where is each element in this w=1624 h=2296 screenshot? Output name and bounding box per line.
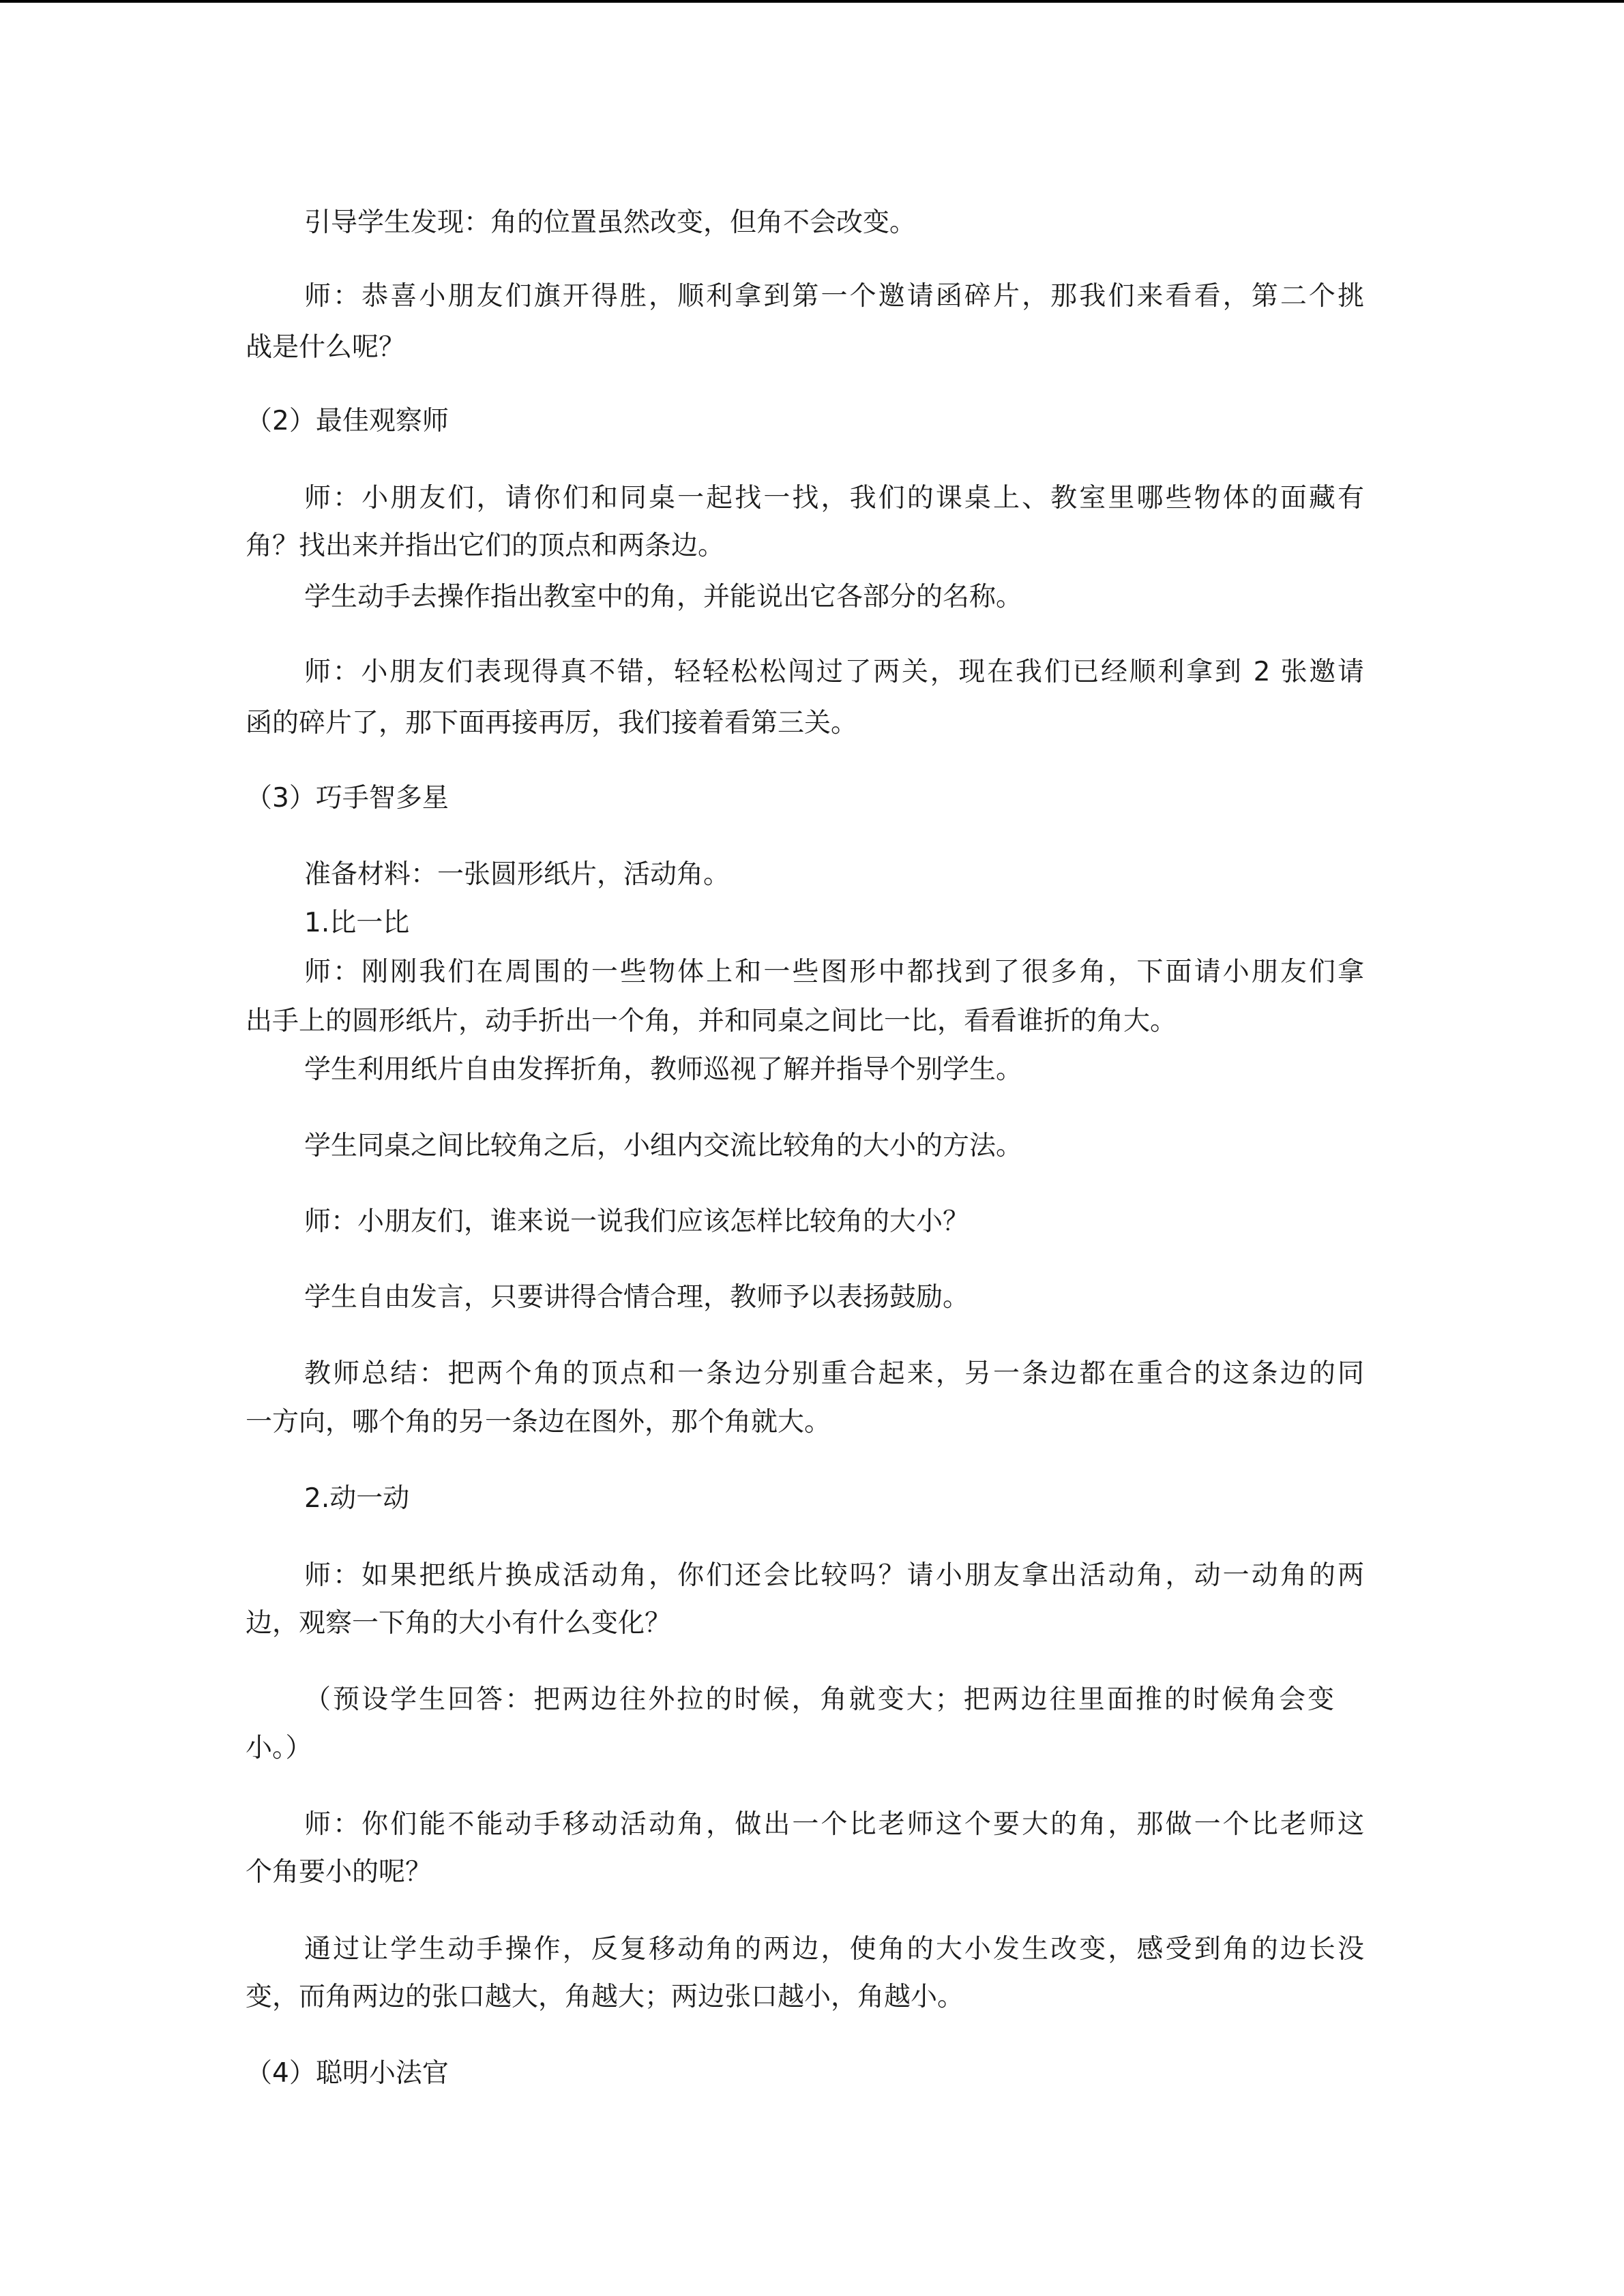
paragraph-line: 引导学生发现：角的位置虽然改变，但角不会改变。 bbox=[304, 207, 917, 238]
subsection-heading: 2.动一动 bbox=[304, 1483, 410, 1514]
paragraph-line: 学生利用纸片自由发挥折角，教师巡视了解并指导个别学生。 bbox=[304, 1054, 1023, 1085]
paragraph-line: 学生自由发言，只要讲得合情合理，教师予以表扬鼓励。 bbox=[304, 1282, 970, 1313]
paragraph-line: 角？找出来并指出它们的顶点和两条边。 bbox=[246, 531, 725, 561]
paragraph-line: 师：小朋友们表现得真不错，轻轻松松闯过了两关，现在我们已经顺利拿到 2 张邀请 bbox=[304, 657, 1364, 687]
paragraph-line: 师：你们能不能动手移动活动角，做出一个比老师这个要大的角，那做一个比老师这 bbox=[304, 1809, 1364, 1840]
paragraph-line: 边，观察一下角的大小有什么变化？ bbox=[246, 1608, 672, 1639]
section-heading: （3）巧手智多星 bbox=[246, 783, 449, 814]
paragraph-line: 学生动手去操作指出教室中的角，并能说出它各部分的名称。 bbox=[304, 582, 1023, 612]
section-heading: （4）聪明小法官 bbox=[246, 2058, 449, 2089]
paragraph-line: 小。） bbox=[246, 1733, 312, 1763]
paragraph-line: 一方向，哪个角的另一条边在图外，那个角就大。 bbox=[246, 1407, 831, 1437]
paragraph-line: 准备材料：一张圆形纸片，活动角。 bbox=[304, 859, 730, 890]
paragraph-line: 出手上的圆形纸片，动手折出一个角，并和同桌之间比一比，看看谁折的角大。 bbox=[246, 1006, 1177, 1037]
paragraph-line: 师：恭喜小朋友们旗开得胜，顺利拿到第一个邀请函碎片，那我们来看看，第二个挑 bbox=[304, 281, 1364, 312]
paragraph-line: 个角要小的呢？ bbox=[246, 1857, 432, 1888]
paragraph-line: （预设学生回答：把两边往外拉的时候，角就变大；把两边往里面推的时候角会变 bbox=[304, 1684, 1334, 1715]
paragraph-line: 函的碎片了，那下面再接再厉，我们接着看第三关。 bbox=[246, 708, 858, 739]
paragraph-line: 师：刚刚我们在周围的一些物体上和一些图形中都找到了很多角，下面请小朋友们拿 bbox=[304, 957, 1364, 987]
paragraph-line: 学生同桌之间比较角之后，小组内交流比较角的大小的方法。 bbox=[304, 1131, 1023, 1161]
section-heading: （2）最佳观察师 bbox=[246, 406, 449, 436]
paragraph-line: 师：小朋友们，谁来说一说我们应该怎样比较角的大小？ bbox=[304, 1206, 970, 1237]
paragraph-line: 师：如果把纸片换成活动角，你们还会比较吗？请小朋友拿出活动角，动一动角的两 bbox=[304, 1560, 1364, 1591]
paragraph-line: 教师总结：把两个角的顶点和一条边分别重合起来，另一条边都在重合的这条边的同 bbox=[304, 1358, 1364, 1389]
paragraph-line: 师：小朋友们，请你们和同桌一起找一找，我们的课桌上、教室里哪些物体的面藏有 bbox=[304, 483, 1364, 513]
subsection-heading: 1.比一比 bbox=[304, 908, 410, 938]
paragraph-line: 战是什么呢？ bbox=[246, 332, 406, 363]
paragraph-line: 通过让学生动手操作，反复移动角的两边，使角的大小发生改变，感受到角的边长没 bbox=[304, 1934, 1364, 1965]
paragraph-line: 变，而角两边的张口越大，角越大；两边张口越小，角越小。 bbox=[246, 1982, 964, 2012]
